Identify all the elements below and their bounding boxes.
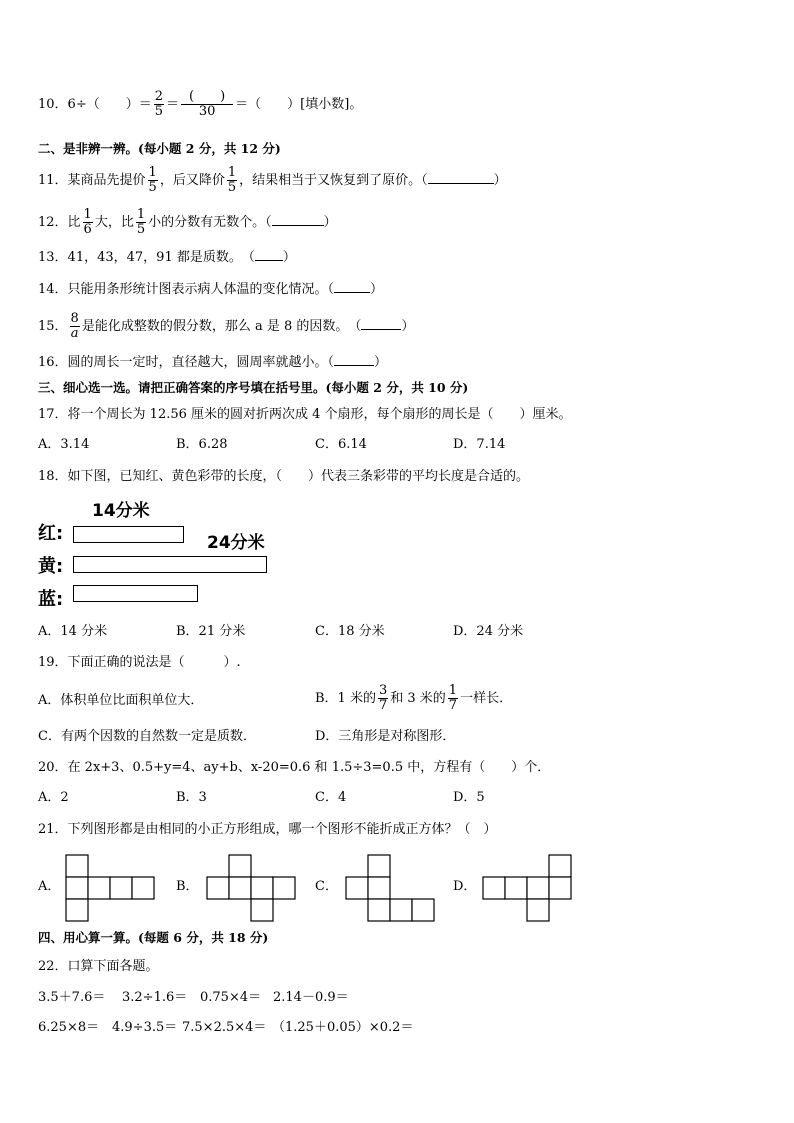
question-17: 17．将一个周长为 12.56 厘米的圆对折两次成 4 个扇形，每个扇形的周长是（ ）厘米。: [38, 407, 572, 422]
calc-item: 4.9÷3.5＝: [112, 1020, 178, 1035]
answer-blank[interactable]: [428, 183, 494, 184]
answer-blank[interactable]: [361, 329, 401, 330]
option-a[interactable]: A．2: [38, 790, 69, 805]
calc-item: 2.14－0.9＝: [273, 990, 349, 1005]
question-14: 14．只能用条形统计图表示病人体温的变化情况。（ ）: [38, 282, 384, 297]
option-d[interactable]: D．三角形是对称图形．: [315, 729, 456, 744]
option-b[interactable]: B．6.28: [176, 437, 228, 452]
fraction: $\frac{3}{7}$: [378, 683, 388, 713]
option-d[interactable]: D．5: [453, 790, 485, 805]
fraction: $\frac{2}{5}$: [154, 89, 163, 119]
answer-blank[interactable]: [334, 365, 374, 366]
fraction: $\frac{1}{5}$: [227, 165, 237, 195]
fraction: $\frac{1}{6}$: [83, 207, 92, 237]
section-4-heading: 四、用心算一算。(每题 6 分，共 18 分): [38, 930, 269, 945]
yellow-label: 黄:: [38, 556, 64, 577]
option-c[interactable]: C．: [315, 879, 338, 894]
answer-blank[interactable]: [255, 260, 283, 261]
question-10: 10．6÷（ ）＝ $\frac{2}{5}$ ＝ $\frac{( )}{30}$ ＝（ ）[填小数]。: [38, 89, 363, 119]
option-c[interactable]: C．18 分米: [315, 624, 385, 639]
blue-label: 蓝:: [38, 589, 64, 610]
question-18: 18．如下图，已知红、黄色彩带的长度，（ ）代表三条彩带的平均长度是合适的。: [38, 469, 530, 484]
blue-ribbon: [73, 585, 198, 602]
calc-item: 0.75×4＝: [200, 990, 262, 1005]
option-c[interactable]: C．4: [315, 790, 347, 805]
red-ribbon: [73, 526, 184, 543]
option-b[interactable]: B．21 分米: [176, 624, 246, 639]
option-b[interactable]: B．1 米的 $\frac{3}{7}$ 和 3 米的 $\frac{1}{7}$ 一样长．: [315, 683, 513, 713]
option-b[interactable]: B．: [176, 879, 199, 894]
cube-net-b: [205, 853, 301, 923]
answer-blank[interactable]: [334, 292, 370, 293]
option-d[interactable]: D．24 分米: [453, 624, 524, 639]
option-c[interactable]: C．有两个因数的自然数一定是质数．: [38, 729, 256, 744]
calc-item: （1.25＋0.05）×0.2＝: [272, 1020, 414, 1035]
question-16: 16．圆的周长一定时，直径越大，圆周率就越小。（ ）: [38, 355, 388, 370]
calc-item: 7.5×2.5×4＝: [182, 1020, 267, 1035]
section-3-heading: 三、细心选一选。请把正确答案的序号填在括号里。(每小题 2 分，共 10 分): [38, 380, 469, 395]
option-a[interactable]: A．14 分米: [38, 624, 108, 639]
calc-item: 3.2÷1.6＝: [122, 990, 188, 1005]
fraction: $\frac{1}{7}$: [448, 683, 458, 713]
option-d[interactable]: D．: [453, 879, 477, 894]
section-2-heading: 二、是非辨一辨。(每小题 2 分，共 12 分): [38, 141, 281, 156]
answer-blank[interactable]: [272, 225, 324, 226]
red-label: 红:: [38, 523, 64, 544]
question-15: 15． $\frac{8}{a}$ 是能化成整数的假分数，那么 a 是 8 的因数。 （ ）: [38, 311, 415, 341]
option-a[interactable]: A．: [38, 879, 61, 894]
option-a[interactable]: A．3.14: [38, 437, 90, 452]
yellow-ribbon-length: 24分米: [207, 533, 265, 553]
fraction: $\frac{( )}{30}$: [181, 90, 233, 119]
option-d[interactable]: D．7.14: [453, 437, 506, 452]
question-13: 13．41，43，47，91 都是质数。 （ ）: [38, 250, 296, 265]
question-20: 20．在 2x+3、0.5+y=4、ay+b、x-20=0.6 和 1.5÷3=0.5 中，方程有（ ）个．: [38, 760, 551, 775]
calc-item: 3.5＋7.6＝: [38, 990, 106, 1005]
yellow-ribbon: [73, 556, 267, 573]
question-11: 11．某商品先提价 $\frac{1}{5}$ ，后又降价 $\frac{1}{5}$ ，结果相当于又恢复到了原价。（ ）: [38, 165, 507, 195]
question-21: 21．下列图形都是由相同的小正方形组成，哪一个图形不能折成正方体？（ ）: [38, 822, 497, 837]
option-a[interactable]: A．体积单位比面积单位大．: [38, 693, 204, 708]
cube-net-d: [481, 853, 577, 923]
question-22: 22．口算下面各题。: [38, 959, 159, 974]
question-19: 19．下面正确的说法是（ ）.: [38, 655, 241, 670]
question-12: 12．比 $\frac{1}{6}$ 大，比 $\frac{1}{5}$ 小的分数有无数个。（ ）: [38, 207, 337, 237]
option-c[interactable]: C．6.14: [315, 437, 367, 452]
calc-item: 6.25×8＝: [38, 1020, 100, 1035]
cube-net-a: [64, 853, 160, 923]
cube-net-c: [344, 853, 440, 923]
fraction: $\frac{8}{a}$: [70, 311, 79, 341]
fraction: $\frac{1}{5}$: [136, 207, 146, 237]
option-b[interactable]: B．3: [176, 790, 207, 805]
red-ribbon-length: 14分米: [92, 501, 150, 521]
fraction: $\frac{1}{5}$: [148, 165, 157, 195]
